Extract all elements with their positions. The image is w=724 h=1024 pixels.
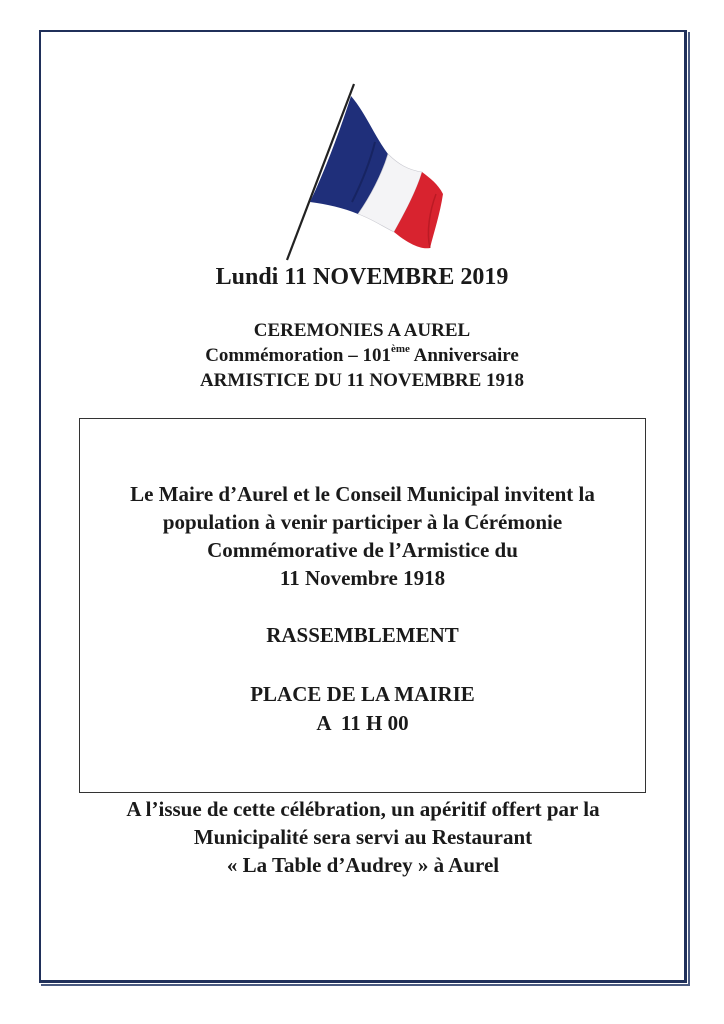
meeting-time: A 11 H 00 <box>316 711 409 735</box>
armistice-line: ARMISTICE DU 11 NOVEMBRE 1918 <box>199 370 525 391</box>
french-flag-image <box>280 82 450 262</box>
ceremonies-line: CEREMONIES A AUREL <box>253 320 471 341</box>
rassemblement-heading: RASSEMBLEMENT <box>266 623 459 647</box>
invitation-line: Le Maire d’Aurel et le Conseil Municipal invitent la <box>130 482 595 506</box>
meeting-place <box>79 680 646 738</box>
commemoration-suffix: Anniversaire <box>409 345 519 366</box>
closing-line: A l’issue de cette célébration, un apéritif offert par la <box>126 797 600 821</box>
place-name: PLACE DE LA MAIRIE <box>250 682 475 706</box>
closing-announcement <box>40 795 686 879</box>
invitation-line: 11 Novembre 1918 <box>279 566 446 590</box>
commemoration-line <box>0 343 724 368</box>
closing-line: « La Table d’Audrey » à Aurel <box>226 853 500 877</box>
closing-line: Municipalité sera servi au Restaurant <box>193 825 533 849</box>
invitation-line: population à venir participer à la Cérémonie <box>162 510 563 534</box>
ordinal-superscript: ème <box>390 343 410 355</box>
invitation-text <box>79 480 646 592</box>
invitation-line: Commémorative de l’Armistice du <box>207 538 518 562</box>
ceremony-subtitle <box>0 318 724 393</box>
french-flag-icon <box>280 82 450 262</box>
commemoration-prefix: Commémoration – 101 <box>205 345 391 366</box>
event-date-title: Lundi 11 NOVEMBRE 2019 <box>215 264 509 290</box>
